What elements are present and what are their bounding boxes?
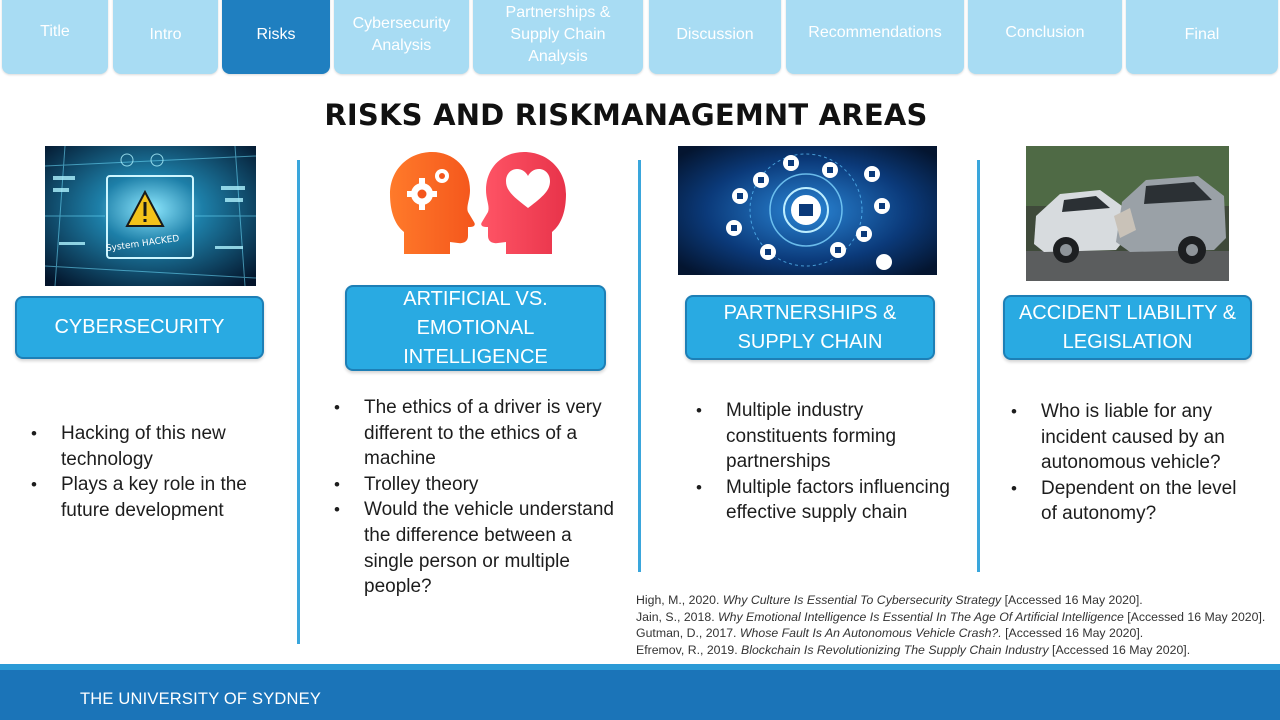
ai-ei-bullets bbox=[334, 395, 614, 600]
tab-discussion[interactable] bbox=[649, 0, 781, 74]
category-heading: PARTNERSHIPS & SUPPLY CHAIN bbox=[723, 301, 897, 353]
footer-institution: THE UNIVERSITY OF SYDNEY bbox=[80, 690, 322, 708]
list-item: • The ethics of a driver is very different to the ethics of a machine bbox=[334, 395, 614, 472]
tab-final[interactable] bbox=[1126, 0, 1278, 74]
list-item: • Plays a key role in the future development bbox=[31, 472, 281, 523]
list-item: • Trolley theory bbox=[334, 472, 614, 498]
list-item: • Would the vehicle understand the difference between a single person or multiple people? bbox=[334, 497, 614, 599]
partnerships-bullets bbox=[696, 398, 956, 526]
tab-cybersecurity-analysis[interactable] bbox=[334, 0, 469, 74]
tab-label: Intro bbox=[149, 26, 182, 43]
category-heading: ACCIDENT LIABILITY & LEGISLATION bbox=[1018, 301, 1237, 353]
tab-label: Title bbox=[40, 23, 70, 40]
tab-partnerships-analysis[interactable] bbox=[473, 0, 643, 74]
tab-risks[interactable] bbox=[222, 0, 330, 74]
reference-item: Efremov, R., 2019. Blockchain Is Revolutionizing The Supply Chain Industry [Accessed 16 May 2020]. bbox=[636, 642, 1191, 657]
list-item: • Hacking of this new technology bbox=[31, 421, 281, 472]
list-item: • Who is liable for any incident caused by an autonomous vehicle? bbox=[1011, 399, 1251, 476]
category-partnerships bbox=[685, 295, 935, 360]
tab-label: Final bbox=[1184, 26, 1220, 43]
section-tabs bbox=[0, 0, 1280, 78]
tab-label: Cybersecurity Analysis bbox=[352, 15, 451, 54]
orange-head-icon bbox=[390, 152, 475, 254]
liability-bullets bbox=[1011, 399, 1251, 527]
slide-title: RISKS AND RISKMANAGEMNT AREAS bbox=[324, 98, 928, 132]
column-divider bbox=[297, 160, 300, 644]
tab-label: Recommendations bbox=[808, 24, 942, 41]
category-heading: CYBERSECURITY bbox=[54, 316, 225, 338]
tab-label: Partnerships & Supply Chain Analysis bbox=[505, 4, 611, 65]
list-item: • Multiple factors influencing effective supply chain bbox=[696, 475, 956, 526]
tab-label: Conclusion bbox=[1005, 24, 1085, 41]
tab-label: Risks bbox=[256, 26, 296, 43]
hacked-label: System HACKED bbox=[105, 233, 181, 255]
category-ai-vs-ei bbox=[345, 285, 606, 371]
references bbox=[636, 592, 1265, 658]
cybersecurity-hacked-image bbox=[45, 146, 256, 286]
footer-bar bbox=[0, 664, 1280, 720]
two-heads-image bbox=[388, 148, 568, 256]
cybersecurity-bullets bbox=[31, 421, 281, 523]
tab-intro[interactable] bbox=[113, 0, 218, 74]
category-heading: ARTIFICIAL VS. EMOTIONAL INTELLIGENCE bbox=[403, 287, 548, 368]
tab-conclusion[interactable] bbox=[968, 0, 1122, 74]
category-accident-liability bbox=[1003, 295, 1252, 360]
tab-title[interactable] bbox=[2, 0, 108, 74]
reference-item: Jain, S., 2018. Why Emotional Intelligence Is Essential In The Age Of Artificial Intelligence [Accessed 16 May 2020]. bbox=[636, 609, 1266, 624]
supply-chain-network-image bbox=[678, 146, 937, 275]
list-item: • Dependent on the level of autonomy? bbox=[1011, 476, 1251, 527]
list-item: • Multiple industry constituents forming partnerships bbox=[696, 398, 956, 475]
tab-recommendations[interactable] bbox=[786, 0, 964, 74]
column-divider bbox=[977, 160, 980, 572]
tab-label: Discussion bbox=[676, 26, 754, 43]
column-divider bbox=[638, 160, 641, 572]
car-crash-image bbox=[1026, 146, 1229, 281]
reference-item: High, M., 2020. Why Culture Is Essential To Cybersecurity Strategy [Accessed 16 May 2020]. bbox=[636, 593, 1143, 607]
reference-item: Gutman, D., 2017. Whose Fault Is An Autonomous Vehicle Crash?. [Accessed 16 May 2020]. bbox=[636, 626, 1144, 640]
category-cybersecurity bbox=[15, 296, 264, 359]
